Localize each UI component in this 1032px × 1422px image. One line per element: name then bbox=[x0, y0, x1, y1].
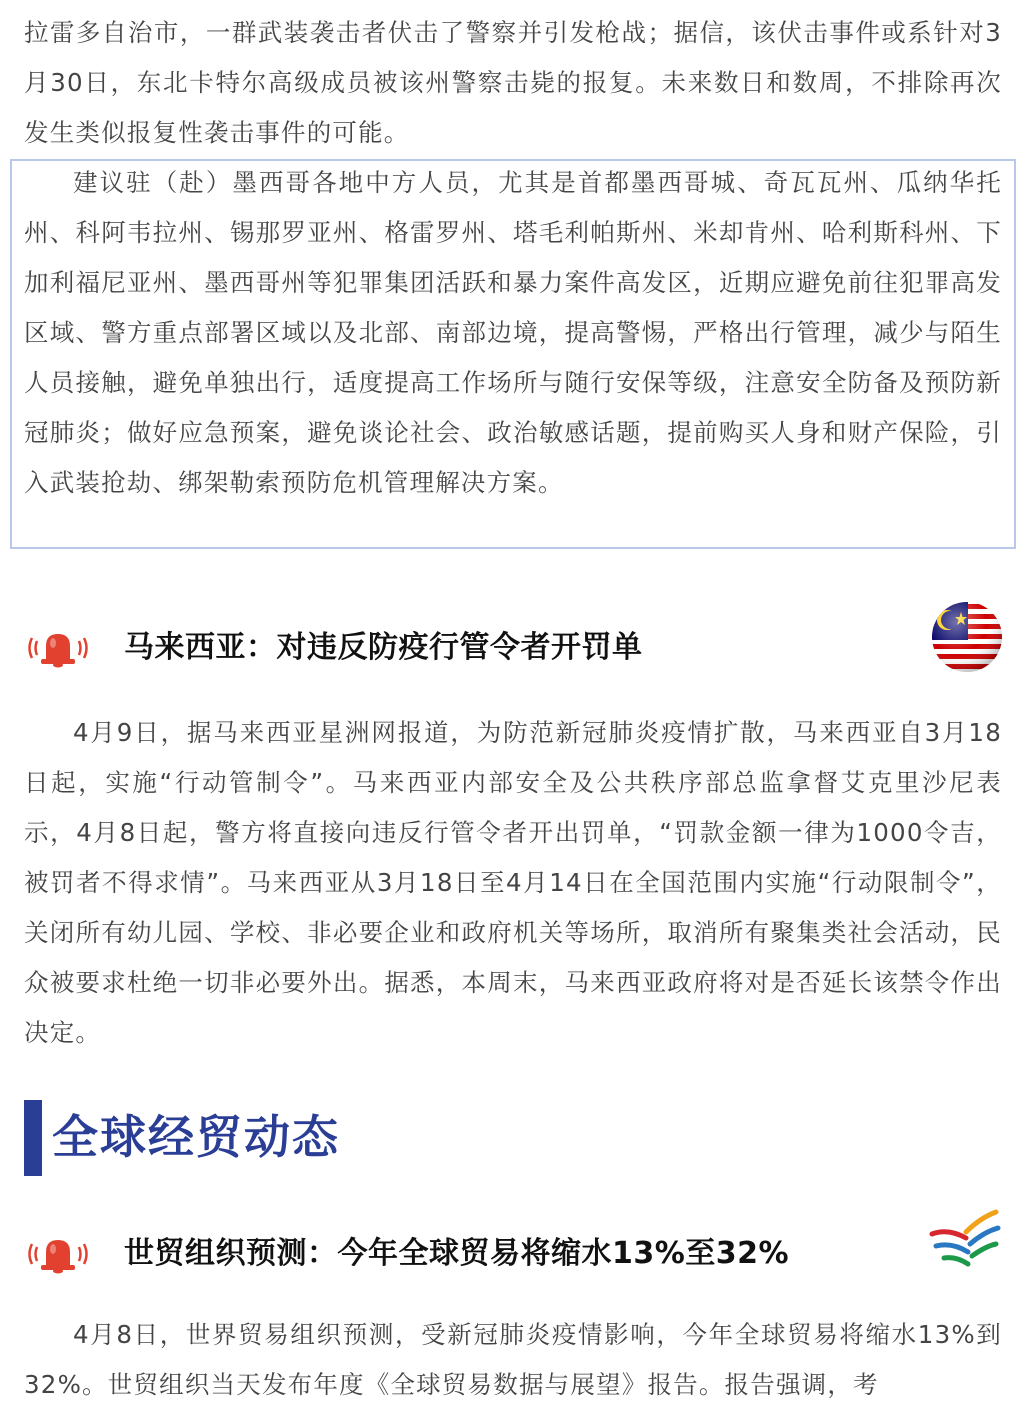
category-title: 全球经贸动态 bbox=[52, 1110, 340, 1164]
wto-title: 世贸组织预测：今年全球贸易将缩水13%至32% bbox=[124, 1236, 790, 1271]
malaysia-flag-icon bbox=[930, 600, 1004, 674]
wto-paragraph: 4月8日，世界贸易组织预测，受新冠肺炎疫情影响，今年全球贸易将缩水13%到32%。世贸组织当天发布年度《全球贸易数据与展望》报告。报告强调，考 bbox=[24, 1320, 1002, 1399]
malaysia-title: 马来西亚：对违反防疫行管令者开罚单 bbox=[124, 630, 643, 665]
category-accent-bar bbox=[24, 1100, 42, 1176]
malaysia-paragraph: 4月9日，据马来西亚星洲网报道，为防范新冠肺炎疫情扩散，马来西亚自3月18日起，实施“行动管制令”。马来西亚内部安全及公共秩序部总监拿督艾克里沙尼表示，4月8日起，警方将直接向违反行管令者开出罚单，“罚款金额一律为1000令吉，被罚者不得求情”。马来西亚从3月18日至4月14日在全国范围内实施“行动限制令”，关闭所有幼儿园、学校、非必要企业和政府机关等场所，取消所有聚集类社会活动，民众被要求杜绝一切非必要外出。据悉，本周末，马来西亚政府将对是否延长该禁令作出决定。 bbox=[24, 718, 1002, 1047]
malaysia-heading bbox=[0, 628, 1032, 698]
advisory-paragraph: 建议驻（赴）墨西哥各地中方人员，尤其是首都墨西哥城、奇瓦瓦州、瓜纳华托州、科阿韦拉州、锡那罗亚州、格雷罗州、塔毛利帕斯州、米却肯州、哈利斯科州、下加利福尼亚州、墨西哥州等犯罪集团活跃和暴力案件高发区，近期应避免前往犯罪高发区域、警方重点部署区域以及北部、南部边境，提高警惕，严格出行管理，减少与陌生人员接触，避免单独出行，适度提高工作场所与随行安保等级，注意安全防备及预防新冠肺炎；做好应急预案，避免谈论社会、政治敏感话题，提前购买人身和财产保险，引入武装抢劫、绑架勒索预防危机管理解决方案。 bbox=[24, 168, 1002, 497]
wto-heading bbox=[0, 1234, 1032, 1304]
intro-paragraph: 拉雷多自治市，一群武装袭击者伏击了警察并引发枪战；据信，该伏击事件或系针对3月30日，东北卡特尔高级成员被该州警察击毙的报复。未来数日和数周，不排除再次发生类似报复性袭击事件的可能。 bbox=[24, 18, 1002, 147]
alarm-bell-icon bbox=[24, 1234, 92, 1274]
alarm-bell-icon bbox=[24, 628, 92, 668]
wto-logo-icon bbox=[926, 1198, 1004, 1270]
